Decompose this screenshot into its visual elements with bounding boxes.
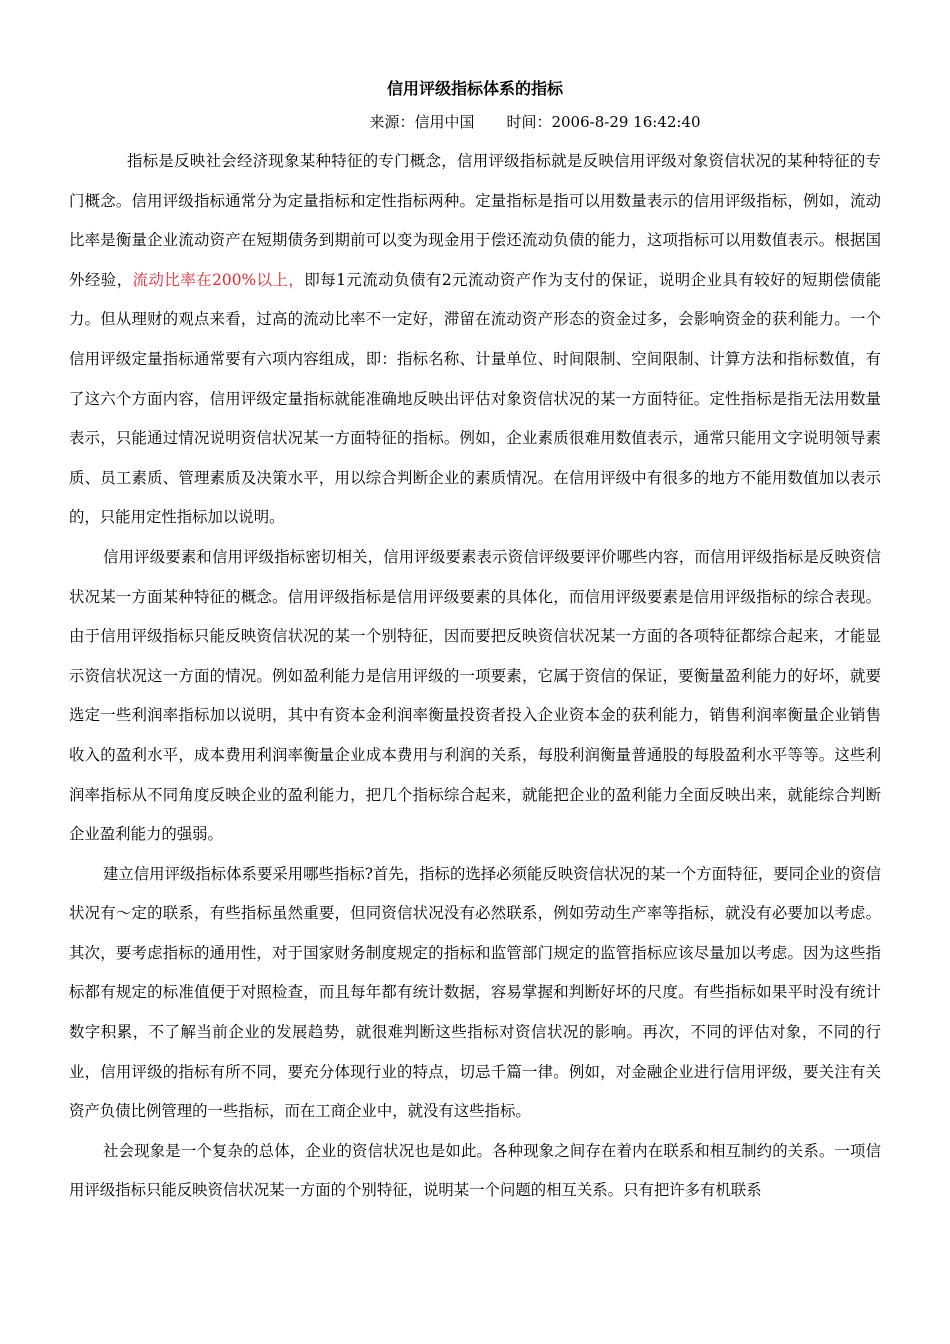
source-label: 来源：信用中国 — [369, 113, 475, 131]
paragraph-1-text-b: 即每1元流动负债有2元流动资产作为支付的保证，说明企业具有较好的短期偿债能力。但从理财的观点来看，过高的流动比率不一定好，滞留在流动资产形态的资金过多，会影响资金的获利能力。一个信用评级定量指标通常要有六项内容组成，即：指标名称、计量单位、时间限制、空间限制、计算方法和指标数值，有了这六个方面内容，信用评级定量指标就能准确地反映出评估对象资信状况的某一方面特征。定性指标是指无法用数量表示，只能通过情况说明资信状况某一方面特征的指标。例如，企业素质很难用数值表示，通常只能用文字说明领导素质、员工素质、管理素质及决策水平，用以综合判断企业的素质情况。在信用评级中有很多的地方不能用数值加以表示的，只能用定性指标加以说明。 — [69, 270, 881, 527]
document-meta — [69, 106, 881, 138]
document-page — [69, 72, 881, 1211]
document-title: 信用评级指标体系的指标 — [386, 79, 563, 98]
paragraph-1-text-a: 指标是反映社会经济现象某种特征的专门概念，信用评级指标就是反映信用评级对象资信状况的某种特征的专门概念。信用评级指标通常分为定量指标和定性指标两种。定量指标是指可以用数量表示的信用评级指标，例如，流动比率是衡量企业流动资产在短期债务到期前可以变为现金用于偿还流动负债的能力，这项指标可以用数值表示。根据国外经验， — [69, 152, 881, 289]
paragraph-2: 信用评级要素和信用评级指标密切相关，信用评级要素表示资信评级要评价哪些内容，而信用评级指标是反映资信状况某一方面某种特征的概念。信用评级指标是信用评级要素的具体化，而信用评级要素是信用评级指标的综合表现。由于信用评级指标只能反映资信状况的某一个别特征，因而要把反映资信状况某一方面的各项特征都综合起来，才能显示资信状况这一方面的情况。例如盈利能力是信用评级的一项要素，它属于资信的保证，要衡量盈利能力的好坏，就要选定一些利润率指标加以说明，其中有资本金利润率衡量投资者投入企业资本金的获利能力，销售利润率衡量企业销售收入的盈利水平，成本费用利润率衡量企业成本费用与利润的关系，每股利润衡量普通股的每股盈利水平等等。这些利润率指标从不同角度反映企业的盈利能力，把几个指标综合起来，就能把企业的盈利能力全面反映出来，就能综合判断企业盈利能力的强弱。 — [69, 547, 881, 844]
paragraph-1 — [69, 142, 881, 538]
paragraph-4: 社会现象是一个复杂的总体，企业的资信状况也是如此。各种现象之间存在着内在联系和相互制约的关系。一项信用评级指标只能反映资信状况某一方面的个别特征，说明某一个问题的相互关系。只有把许多有机联系 — [69, 1141, 881, 1200]
time-label: 时间：2006-8-29 16:42:40 — [506, 113, 701, 131]
paragraph-3: 建立信用评级指标体系要采用哪些指标?首先，指标的选择必须能反映资信状况的某一个方面特征，要同企业的资信状况有～定的联系，有些指标虽然重要，但同资信状况没有必然联系，例如劳动生产率等指标，就没有必要加以考虑。其次，要考虑指标的通用性，对于国家财务制度规定的指标和监管部门规定的监管指标应该尽量加以考虑。因为这些指标都有规定的标准值便于对照检查，而且每年都有统计数据，容易掌握和判断好坏的尺度。有些指标如果平时没有统计数字积累，不了解当前企业的发展趋势，就很难判断这些指标对资信状况的影响。再次，不同的评估对象，不同的行业，信用评级的指标有所不同，要充分体现行业的特点，切忌千篇一律。例如，对金融企业进行信用评级，要关注有关资产负债比例管理的一些指标，而在工商企业中，就没有这些指标。 — [69, 864, 881, 1121]
paragraph-1-highlight: 流动比率在200%以上， — [132, 270, 305, 289]
